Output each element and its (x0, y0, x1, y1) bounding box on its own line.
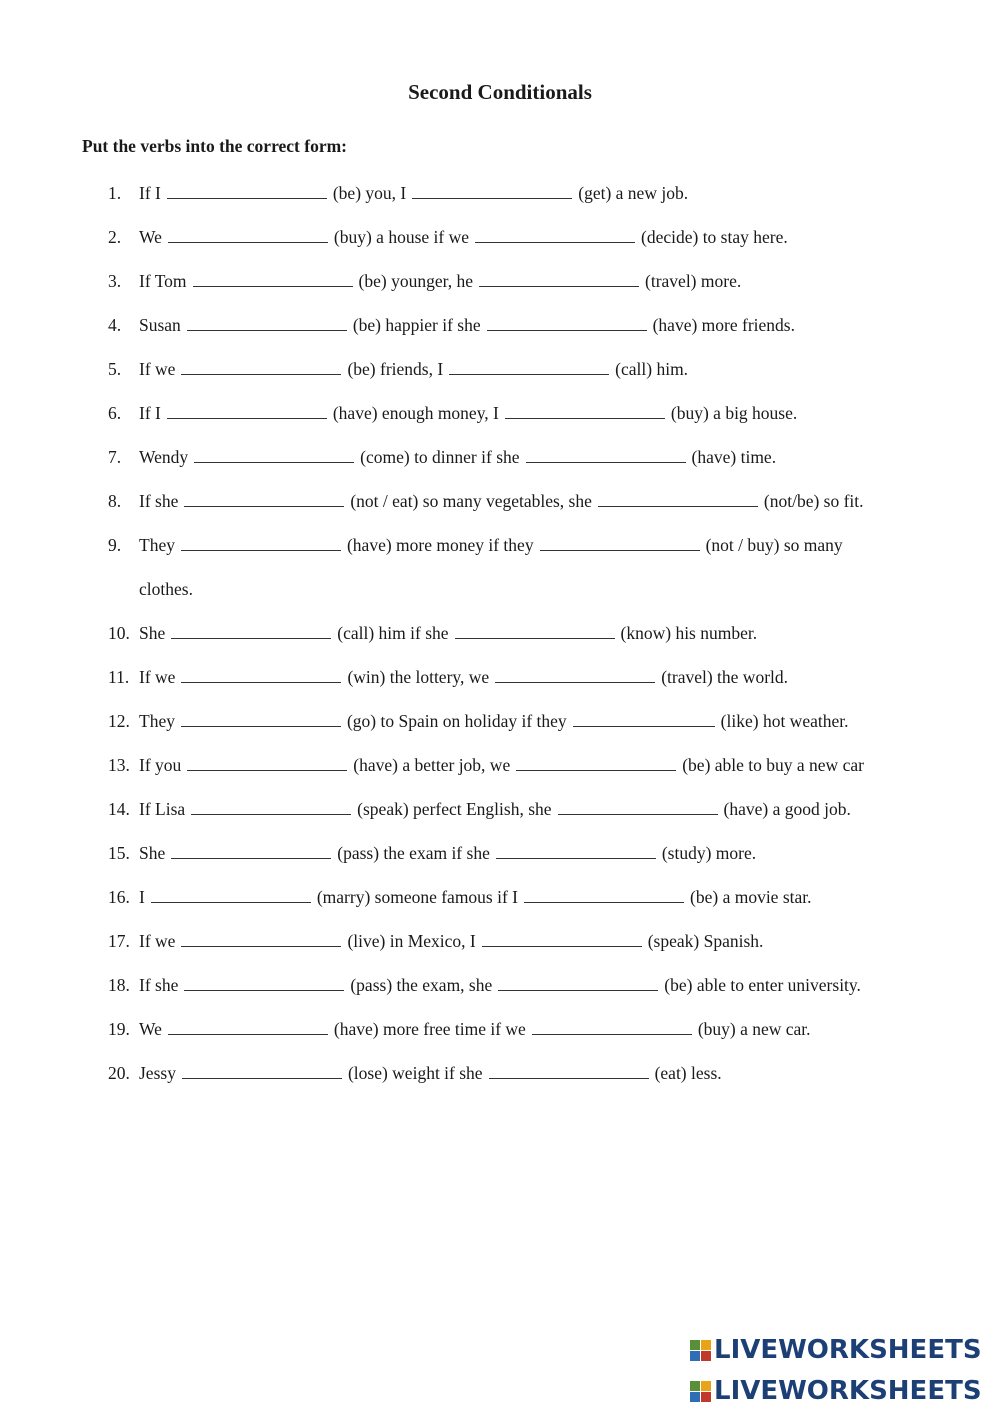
answer-blank[interactable] (412, 183, 572, 199)
answer-blank[interactable] (168, 227, 328, 243)
item-sentence (139, 887, 812, 908)
sentence-segment: Susan (139, 315, 181, 335)
item-sentence (139, 1063, 722, 1084)
item-number: 14. (108, 799, 130, 819)
sentence-segment: If we (139, 359, 176, 379)
answer-blank[interactable] (532, 1019, 692, 1035)
exercise-item (0, 271, 1000, 315)
sentence-segment: She (139, 623, 166, 643)
sentence-segment: (go) to Spain on holiday if they (346, 711, 567, 731)
item-sentence (139, 1019, 811, 1040)
sentence-segment: (speak) perfect English, she (357, 799, 552, 819)
sentence-segment: (be) you, I (332, 183, 407, 203)
exercise-item (0, 1019, 1000, 1063)
sentence-segment: They (139, 535, 175, 555)
answer-blank[interactable] (184, 491, 344, 507)
item-sentence (139, 491, 864, 512)
answer-blank[interactable] (479, 271, 639, 287)
answer-blank[interactable] (489, 1063, 649, 1079)
sentence-segment: If she (139, 491, 179, 511)
sentence-segment: If Lisa (139, 799, 186, 819)
sentence-segment: I (139, 887, 145, 907)
instruction-heading: Put the verbs into the correct form: (82, 136, 348, 156)
answer-blank[interactable] (191, 799, 351, 815)
exercise-item (0, 491, 1000, 535)
item-number: 13. (108, 755, 130, 775)
sentence-segment: (buy) a house if we (333, 227, 469, 247)
sentence-segment: If Tom (139, 271, 187, 291)
sentence-segment: (marry) someone famous if I (316, 887, 519, 907)
item-sentence (139, 623, 757, 644)
item-number: 17. (108, 931, 130, 951)
logo-square-icon (690, 1340, 700, 1350)
logo-square-icon (690, 1351, 700, 1361)
answer-blank[interactable] (182, 1063, 342, 1079)
sentence-segment: If she (139, 975, 179, 995)
exercise-item (0, 755, 1000, 799)
sentence-segment: (call) him if she (337, 623, 449, 643)
answer-blank[interactable] (171, 623, 331, 639)
answer-blank[interactable] (181, 667, 341, 683)
answer-blank[interactable] (482, 931, 642, 947)
logo-square-icon (690, 1392, 700, 1402)
sentence-segment: (be) younger, he (358, 271, 474, 291)
sentence-segment: They (139, 711, 175, 731)
answer-blank[interactable] (171, 843, 331, 859)
sentence-segment: (have) more friends. (652, 315, 795, 335)
item-sentence (139, 843, 756, 864)
item-number: 8. (108, 491, 122, 511)
answer-blank[interactable] (455, 623, 615, 639)
sentence-segment: We (139, 1019, 162, 1039)
item-sentence (139, 535, 843, 556)
sentence-segment: (pass) the exam if she (337, 843, 490, 863)
item-number: 12. (108, 711, 130, 731)
exercise-item (0, 315, 1000, 359)
item-sentence (139, 227, 788, 248)
item-sentence (139, 711, 848, 732)
logo-square-icon (701, 1340, 711, 1350)
item-number: 20. (108, 1063, 130, 1083)
sentence-segment: (get) a new job. (578, 183, 689, 203)
answer-blank[interactable] (193, 271, 353, 287)
sentence-segment: (like) hot weather. (720, 711, 849, 731)
item-sentence (139, 271, 741, 292)
sentence-segment: (buy) a new car. (697, 1019, 811, 1039)
sentence-segment: (be) happier if she (352, 315, 481, 335)
item-sentence (139, 315, 795, 336)
exercise-item (0, 183, 1000, 227)
answer-blank[interactable] (496, 843, 656, 859)
sentence-segment: (travel) the world. (661, 667, 789, 687)
item-number: 5. (108, 359, 122, 379)
sentence-segment: (be) a movie star. (690, 887, 812, 907)
sentence-segment: If we (139, 667, 176, 687)
answer-blank[interactable] (167, 183, 327, 199)
logo-square-icon (701, 1351, 711, 1361)
sentence-segment: (have) time. (691, 447, 777, 467)
answer-blank[interactable] (498, 975, 658, 991)
continuation-text: clothes. (139, 579, 193, 599)
answer-blank[interactable] (573, 711, 715, 727)
exercise-item-continuation (0, 579, 1000, 623)
sentence-segment: (have) a better job, we (353, 755, 511, 775)
sentence-segment: We (139, 227, 162, 247)
item-number: 6. (108, 403, 122, 423)
sentence-segment: She (139, 843, 166, 863)
answer-blank[interactable] (524, 887, 684, 903)
sentence-segment: (have) a good job. (723, 799, 851, 819)
sentence-segment: Jessy (139, 1063, 176, 1083)
exercise-item (0, 799, 1000, 843)
sentence-segment: (live) in Mexico, I (347, 931, 476, 951)
sentence-segment: (be) able to buy a new car (682, 755, 864, 775)
logo-square-icon (690, 1381, 700, 1391)
answer-blank[interactable] (187, 755, 347, 771)
sentence-segment: (win) the lottery, we (347, 667, 490, 687)
answer-blank[interactable] (194, 447, 354, 463)
exercise-item (0, 887, 1000, 931)
sentence-segment: (be) friends, I (347, 359, 444, 379)
sentence-segment: (not / buy) so many (705, 535, 843, 555)
answer-blank[interactable] (526, 447, 686, 463)
item-sentence (139, 755, 864, 776)
liveworksheets-logo (690, 1335, 982, 1365)
exercise-item (0, 359, 1000, 403)
exercise-item (0, 403, 1000, 447)
logo-mark-icon (690, 1340, 711, 1361)
answer-blank[interactable] (187, 315, 347, 331)
exercise-item (0, 623, 1000, 667)
page-title: Second Conditionals (408, 80, 592, 104)
answer-blank[interactable] (151, 887, 311, 903)
exercise-item (0, 843, 1000, 887)
sentence-segment: (have) more money if they (346, 535, 534, 555)
sentence-segment: (be) able to enter university. (664, 975, 861, 995)
sentence-segment: (study) more. (661, 843, 757, 863)
item-sentence (139, 975, 861, 996)
item-number: 10. (108, 623, 130, 643)
sentence-segment: If I (139, 403, 161, 423)
item-number: 4. (108, 315, 122, 335)
item-number: 19. (108, 1019, 130, 1039)
item-number: 2. (108, 227, 122, 247)
exercise-item (0, 447, 1000, 491)
answer-blank[interactable] (598, 491, 758, 507)
answer-blank[interactable] (184, 975, 344, 991)
item-sentence (139, 359, 688, 380)
item-number: 15. (108, 843, 130, 863)
sentence-segment: (eat) less. (654, 1063, 722, 1083)
item-sentence (139, 183, 688, 204)
answer-blank[interactable] (516, 755, 676, 771)
answer-blank[interactable] (558, 799, 718, 815)
exercise-item (0, 975, 1000, 1019)
answer-blank[interactable] (181, 711, 341, 727)
exercise-item (0, 535, 1000, 579)
answer-blank[interactable] (495, 667, 655, 683)
sentence-segment: (lose) weight if she (347, 1063, 483, 1083)
exercise-item (0, 227, 1000, 271)
item-number: 1. (108, 183, 122, 203)
sentence-segment: If I (139, 183, 161, 203)
item-number: 9. (108, 535, 122, 555)
sentence-segment: Wendy (139, 447, 189, 467)
answer-blank[interactable] (167, 403, 327, 419)
answer-blank[interactable] (505, 403, 665, 419)
item-sentence (139, 447, 776, 468)
sentence-segment: (have) more free time if we (333, 1019, 526, 1039)
item-sentence (139, 667, 788, 688)
logo-square-icon (701, 1381, 711, 1391)
answer-blank[interactable] (540, 535, 700, 551)
sentence-segment: (have) enough money, I (332, 403, 499, 423)
sentence-segment: (travel) more. (645, 271, 742, 291)
item-number: 3. (108, 271, 122, 291)
sentence-segment: (not/be) so fit. (763, 491, 864, 511)
exercise-item (0, 931, 1000, 975)
sentence-segment: (call) him. (615, 359, 689, 379)
sentence-segment: (buy) a big house. (670, 403, 798, 423)
logo-text: LIVEWORKSHEETS (714, 1335, 982, 1365)
answer-blank[interactable] (475, 227, 635, 243)
item-number: 18. (108, 975, 130, 995)
answer-blank[interactable] (181, 359, 341, 375)
item-sentence (139, 799, 851, 820)
exercise-item (0, 1063, 1000, 1107)
item-number: 7. (108, 447, 122, 467)
sentence-segment: (come) to dinner if she (360, 447, 520, 467)
exercise-item (0, 667, 1000, 711)
answer-blank[interactable] (181, 931, 341, 947)
answer-blank[interactable] (181, 535, 341, 551)
sentence-segment: If you (139, 755, 182, 775)
sentence-segment: (not / eat) so many vegetables, she (350, 491, 592, 511)
sentence-segment: (decide) to stay here. (641, 227, 788, 247)
answer-blank[interactable] (487, 315, 647, 331)
answer-blank[interactable] (449, 359, 609, 375)
item-sentence (139, 403, 797, 424)
logo-text: LIVEWORKSHEETS (714, 1376, 982, 1406)
logo-mark-icon (690, 1381, 711, 1402)
sentence-segment: (know) his number. (620, 623, 758, 643)
item-number: 11. (108, 667, 130, 687)
logo-square-icon (701, 1392, 711, 1402)
liveworksheets-logo (690, 1376, 982, 1406)
sentence-segment: (pass) the exam, she (350, 975, 493, 995)
exercise-list (0, 183, 1000, 1107)
answer-blank[interactable] (168, 1019, 328, 1035)
item-number: 16. (108, 887, 130, 907)
sentence-segment: (speak) Spanish. (647, 931, 764, 951)
exercise-item (0, 711, 1000, 755)
sentence-segment: If we (139, 931, 176, 951)
item-sentence (139, 931, 763, 952)
